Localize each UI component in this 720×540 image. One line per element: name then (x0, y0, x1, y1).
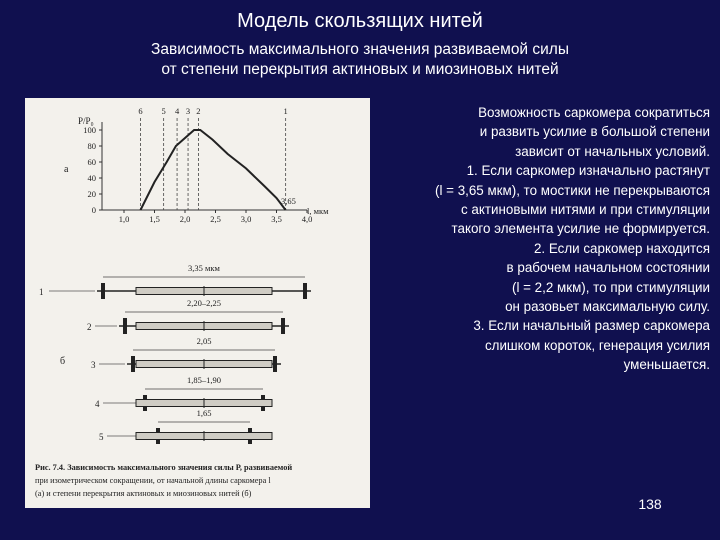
sarcomere-row-label: 1 (39, 287, 44, 297)
y-tick-label: 0 (91, 205, 96, 215)
body-line: он разовьет максимальную силу. (505, 299, 710, 315)
slide-subtitle (60, 40, 660, 80)
body-line: 2. Если саркомер находится (533, 240, 710, 256)
sarcomere-length-label: 2,05 (196, 336, 212, 346)
marker-label: 1 (283, 106, 288, 116)
panel-b-label: б (60, 356, 66, 367)
force-length-curve (141, 130, 286, 210)
body-line: и развить усилие в большой степени (479, 124, 710, 140)
slide-title: Модель скользящих нитей (237, 10, 483, 32)
x-tick-label: 3,5 (271, 214, 282, 224)
body-line: 3. Если начальный размер саркомера (473, 318, 710, 334)
z-disc (131, 356, 135, 372)
z-disc (273, 356, 277, 372)
body-line: (l = 2,2 мкм), то при стимуляции (511, 279, 710, 295)
sarcomere-row-label: 4 (95, 399, 100, 409)
caption-line: при изометрическом сокращении, от начальной длины саркомера l (35, 476, 271, 485)
sarcomere-row-label: 5 (99, 432, 104, 442)
sarcomere-row-label: 3 (91, 360, 96, 370)
sarcomere-length-label: 2,20–2,25 (187, 298, 221, 308)
sarcomere-length-label: 1,85–1,90 (187, 375, 221, 385)
subtitle-line: от степени перекрытия актиновых и миозиновых нитей (161, 61, 559, 78)
x-tick-label: 1,0 (118, 214, 130, 224)
textbook-figure (25, 98, 370, 508)
marker-label: 6 (138, 106, 143, 116)
marker-label: 5 (161, 106, 166, 116)
panel-a-label: а (64, 164, 69, 175)
body-line: Возможность саркомера сократиться (478, 105, 710, 120)
sarcomere-row-label: 2 (87, 322, 92, 332)
y-tick-label: 20 (87, 189, 96, 199)
sarcomere-length-label: 3,35 мкм (188, 263, 220, 273)
body-line: с актиновыми нитями и при стимуляции (461, 202, 710, 218)
y-tick-label: 100 (83, 125, 96, 135)
body-line: такого элемента усилие не формируется. (451, 221, 710, 237)
y-tick-label: 60 (87, 157, 96, 167)
x-tick-label: 3,0 (240, 214, 252, 224)
z-disc (281, 318, 285, 334)
body-line: зависит от начальных условий. (515, 143, 710, 159)
x-tick-label: 2,0 (179, 214, 191, 224)
end-value-label: 3,65 (281, 196, 296, 206)
body-line: уменьшается. (623, 357, 710, 373)
caption-line: (а) и степени перекрытия актиновых и миозиновых нитей (б) (35, 489, 252, 498)
body-line: (l = 3,65 мкм), то мостики не перекрываются (435, 182, 710, 198)
z-disc (101, 283, 105, 299)
x-axis-label: l, мкм (307, 206, 329, 216)
body-text (376, 103, 710, 375)
y-tick-label: 80 (87, 141, 96, 151)
page-number: 138 (638, 496, 662, 512)
caption-line: Рис. 7.4. Зависимость максимального значения силы Р, развиваемой (35, 463, 293, 472)
x-tick-label: 2,5 (210, 214, 221, 224)
marker-label: 3 (185, 106, 191, 116)
x-tick-label: 1,5 (149, 214, 160, 224)
x-tick-label: 4,0 (301, 214, 313, 224)
z-disc (303, 283, 307, 299)
body-line: слишком короток, генерация усилия (484, 337, 710, 353)
body-line: в рабочем начальном состоянии (506, 260, 710, 276)
subtitle-line: Зависимость максимального значения развиваемой силы (150, 41, 569, 58)
sarcomere-length-label: 1,65 (196, 408, 212, 418)
marker-label: 4 (174, 106, 180, 116)
y-tick-label: 40 (87, 173, 96, 183)
y-axis-label: P/P₀ (78, 116, 94, 126)
z-disc (123, 318, 127, 334)
marker-label: 2 (196, 106, 201, 116)
body-line: 1. Если саркомер изначально растянут (466, 163, 710, 179)
